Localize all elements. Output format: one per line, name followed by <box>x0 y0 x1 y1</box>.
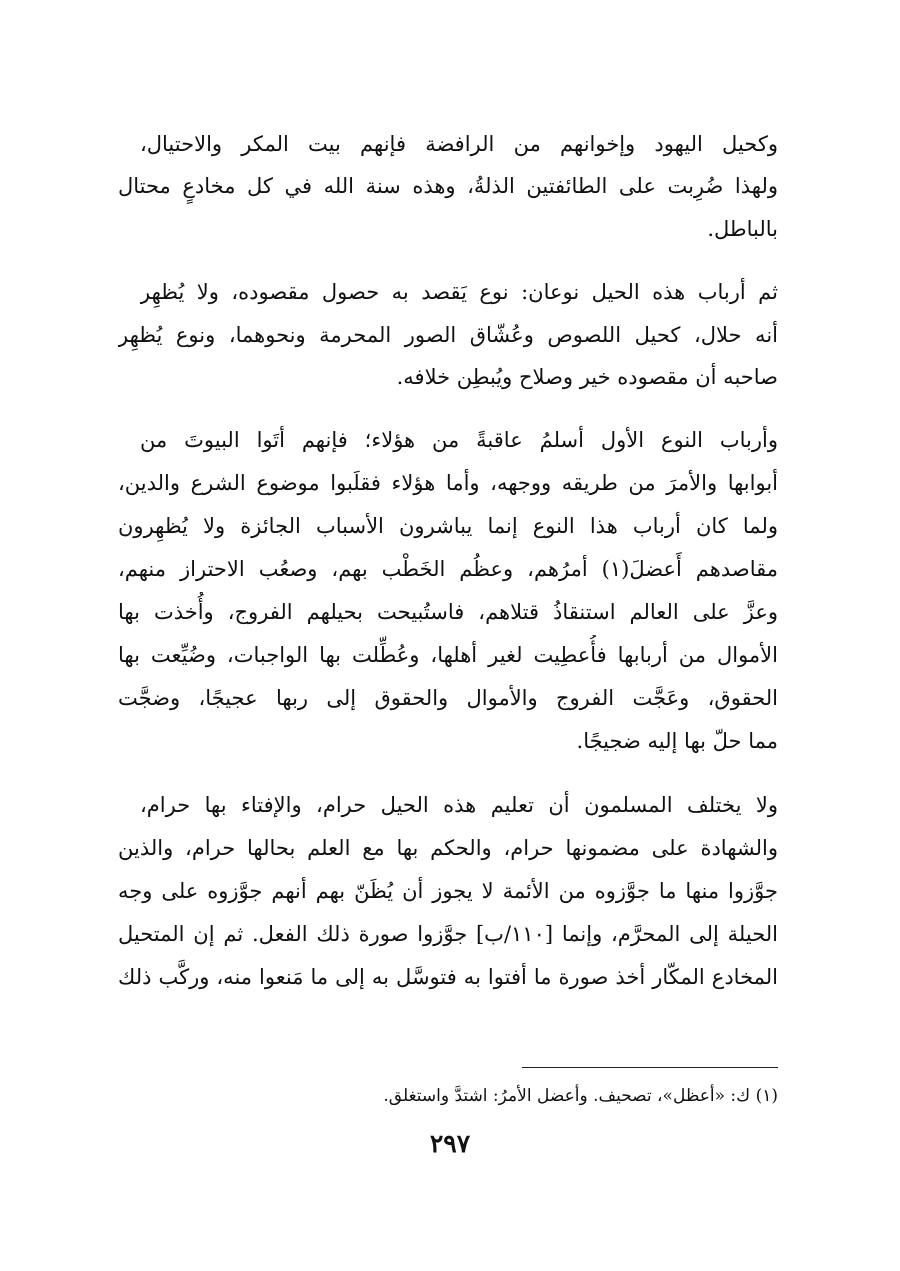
text-line: أبوابها والأمرَ من طريقه ووجهه، وأما هؤلاء فقلَبوا موضوع الشرع والدين، <box>118 471 778 495</box>
text-line: الحيلة إلى المحرَّم، وإنما [١١٠/ب] جوَّزوا صورة ذلك الفعل. ثم إن المتحيل <box>118 922 778 946</box>
text-line: المخادع المكّار أخذ صورة ما أفتوا به فتوسَّل به إلى ما مَنعوا منه، وركَّب ذلك <box>118 965 778 989</box>
page-number: ٢٩٧ <box>429 1129 471 1158</box>
text-line: أنه حلال، كحيل اللصوص وعُشّاق الصور المحرمة ونحوهما، ونوع يُظهِر <box>118 323 778 347</box>
text-line: الحقوق، وعَجَّت الفروج والأموال والحقوق إلى ربها عجيجًا، وضجَّت <box>118 686 778 710</box>
text-line: وأرباب النوع الأول أسلمُ عاقبةً من هؤلاء؛ فإنهم أتَوا البيوتَ من <box>140 428 778 452</box>
text-line: ولهذا ضُرِبت على الطائفتين الذلةُ، وهذه سنة الله في كل مخادعٍ محتال <box>118 174 778 198</box>
text-line: والشهادة على مضمونها حرام، والحكم بها مع العلم بحالها حرام، والذين <box>118 836 778 860</box>
text-line: بالباطل. <box>707 217 778 241</box>
footnote-separator <box>522 1067 778 1068</box>
footnote: (١) ك: «أعظل»، تصحيف. وأعضل الأمرُ: اشتدَّ واستغلق. <box>383 1086 778 1106</box>
text-line: الأموال من أربابها فأُعطِيت لغير أهلها، وعُطِّلت بها الواجبات، وضُيِّعت بها <box>118 643 778 667</box>
text-line: ثم أرباب هذه الحيل نوعان: نوع يَقصد به حصول مقصوده، ولا يُظهِر <box>140 280 778 304</box>
text-line: ولما كان أرباب هذا النوع إنما يباشرون الأسباب الجائزة ولا يُظهِرون <box>118 514 778 538</box>
text-line: وكحيل اليهود وإخوانهم من الرافضة فإنهم بيت المكر والاحتيال، <box>140 132 778 156</box>
text-line: مقاصدهم أَعضلَ(١) أمرُهم، وعظُم الخَطْب بهم، وصعُب الاحتراز منهم، <box>118 557 778 581</box>
text-line: وعزَّ على العالم استنقاذُ قتلاهم، فاستُبيحت بحيلهم الفروج، وأُخذت بها <box>118 600 778 624</box>
text-line: جوَّزوا منها ما جوَّزوه من الأئمة لا يجوز أن يُظَنّ بهم أنهم جوَّزوه على وجه <box>118 879 778 903</box>
text-line: ولا يختلف المسلمون أن تعليم هذه الحيل حرام، والإفتاء بها حرام، <box>140 793 778 817</box>
text-line: مما حلّ بها إليه ضجيجًا. <box>576 729 778 753</box>
text-line: صاحبه أن مقصوده خير وصلاح ويُبطِن خلافه. <box>396 365 778 389</box>
